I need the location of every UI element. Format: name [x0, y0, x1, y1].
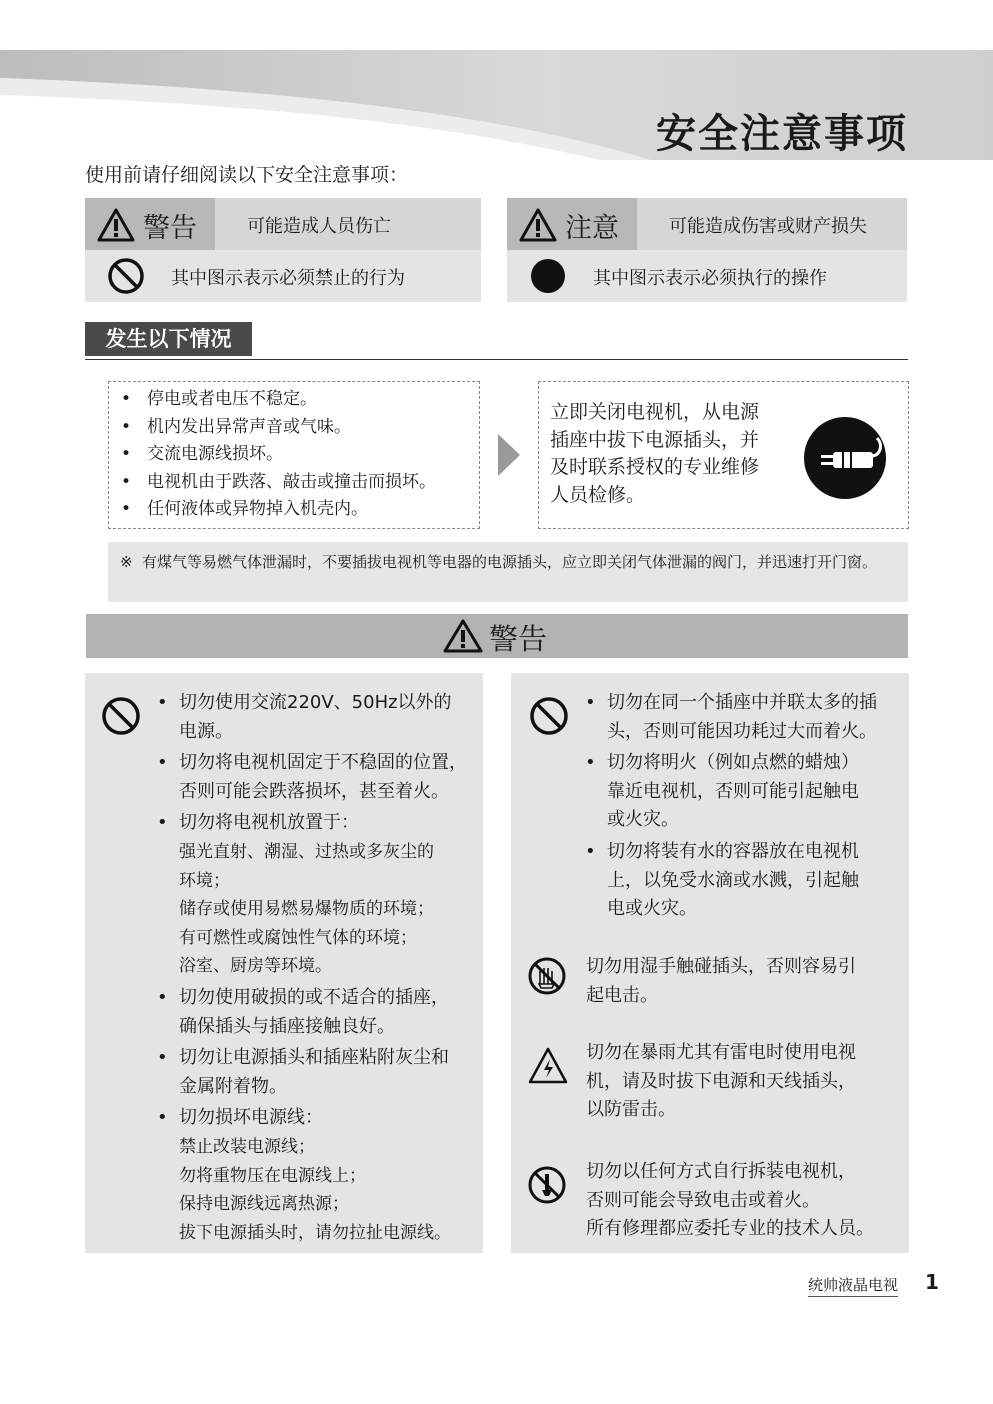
- action-box: [538, 381, 909, 529]
- list-item: • 切勿损坏电源线： 禁止改装电源线； 勿将重物压在电源线上； 保持电源线远离热源； 拔下电源插头时，请勿拉扯电源线。: [153, 1104, 478, 1247]
- mandatory-dot-icon: [529, 257, 567, 295]
- list-item: • 交流电源线损坏。: [109, 441, 436, 469]
- warning-list-right: [581, 689, 906, 927]
- warning-triangle-icon: [443, 619, 483, 653]
- electric-hazard-icon: [527, 1046, 569, 1086]
- legend-prohibition-desc: 其中图示表示必须禁止的行为: [171, 268, 405, 289]
- list-item: • 电视机由于跌落、敲击或撞击而损坏。: [109, 469, 436, 497]
- list-item: • 切勿将电视机放置于： 强光直射、潮湿、过热或多灰尘的 环境； 储存或使用易燃易爆物质的环境； 有可燃性或腐蚀性气体的环境； 浴室、厨房等环境。: [153, 809, 478, 981]
- legend-caution-label: 注意: [565, 213, 619, 244]
- list-item: • 切勿让电源插头和插座粘附灰尘和 金属附着物。: [153, 1044, 478, 1101]
- legend-caution-tag: [507, 198, 637, 250]
- list-item: • 停电或者电压不稳定。: [109, 386, 436, 414]
- legend-caution-desc: 可能造成伤害或财产损失: [669, 216, 867, 237]
- warning-panel-left: [85, 673, 483, 1253]
- action-text: 立即关闭电视机，从电源 插座中拔下电源插头，并 及时联系授权的专业维修 人员检修。: [550, 401, 760, 506]
- legend-mandatory-desc: 其中图示表示必须执行的操作: [593, 268, 827, 289]
- section-divider: [85, 359, 908, 360]
- warning-panel-right: [511, 673, 909, 1253]
- warning-triangle-icon: [97, 208, 135, 242]
- legend-warning-tag: [85, 198, 215, 250]
- intro-text: 使用前请仔细阅读以下安全注意事项：: [85, 164, 409, 186]
- list-item: • 切勿将明火（例如点燃的蜡烛） 靠近电视机，否则可能引起触电 或火灾。: [581, 749, 906, 835]
- disassemble-text: 切勿以任何方式自行拆装电视机， 否则可能会导致电击或着火。 所有修理都应委托专业的技术人员。: [586, 1161, 874, 1240]
- gas-leak-note: [108, 542, 908, 602]
- warning-banner: [86, 614, 908, 658]
- prohibition-icon: [101, 696, 141, 736]
- list-item: • 切勿使用破损的或不适合的插座， 确保插头与插座接触良好。: [153, 984, 478, 1041]
- list-item: • 切勿在同一个插座中并联太多的插 头，否则可能因功耗过大而着火。: [581, 689, 906, 746]
- thunder-text: 切勿在暴雨尤其有雷电时使用电视 机，请及时拔下电源和天线插头， 以防雷击。: [586, 1042, 856, 1121]
- legend-caution: [507, 198, 907, 302]
- list-item: • 切勿使用交流220V、50Hz以外的 电源。: [153, 689, 478, 746]
- situation-list-box: [108, 381, 480, 529]
- page-number: 1: [925, 1270, 939, 1294]
- arrow-right-icon: [498, 434, 520, 476]
- warning-list-left: [153, 689, 478, 1250]
- caution-triangle-icon: [519, 208, 557, 242]
- wet-hands-text: 切勿用湿手触碰插头，否则容易引 起电击。: [586, 956, 856, 1006]
- unplug-icon: [803, 416, 887, 500]
- warning-banner-label: 警告: [489, 622, 548, 656]
- legend-warning-desc: 可能造成人员伤亡: [247, 216, 391, 237]
- no-disassemble-icon: [527, 1165, 567, 1205]
- section-label: 发生以下情况: [85, 322, 252, 356]
- situation-list: [109, 386, 436, 524]
- prohibition-icon: [529, 696, 569, 736]
- note-mark: ※: [120, 553, 133, 571]
- legend-warning: [85, 198, 481, 302]
- legend-warning-label: 警告: [143, 213, 197, 244]
- list-item: • 机内发出异常声音或气味。: [109, 414, 436, 442]
- list-item: • 任何液体或异物掉入机壳内。: [109, 496, 436, 524]
- gas-leak-note-text: 有煤气等易燃气体泄漏时，不要插拔电视机等电器的电源插头，应立即关闭气体泄漏的阀门，并迅速打开门窗。: [142, 553, 878, 571]
- list-item: • 切勿将电视机固定于不稳固的位置， 否则可能会跌落损坏，甚至着火。: [153, 749, 478, 806]
- prohibition-icon: [107, 257, 145, 295]
- footer-brand: 统帅液晶电视: [808, 1274, 898, 1297]
- list-item: • 切勿将装有水的容器放在电视机 上，以免受水滴或水溅，引起触 电或火灾。: [581, 838, 906, 924]
- no-wet-hands-icon: [527, 956, 567, 996]
- page-title: 安全注意事项: [656, 111, 908, 157]
